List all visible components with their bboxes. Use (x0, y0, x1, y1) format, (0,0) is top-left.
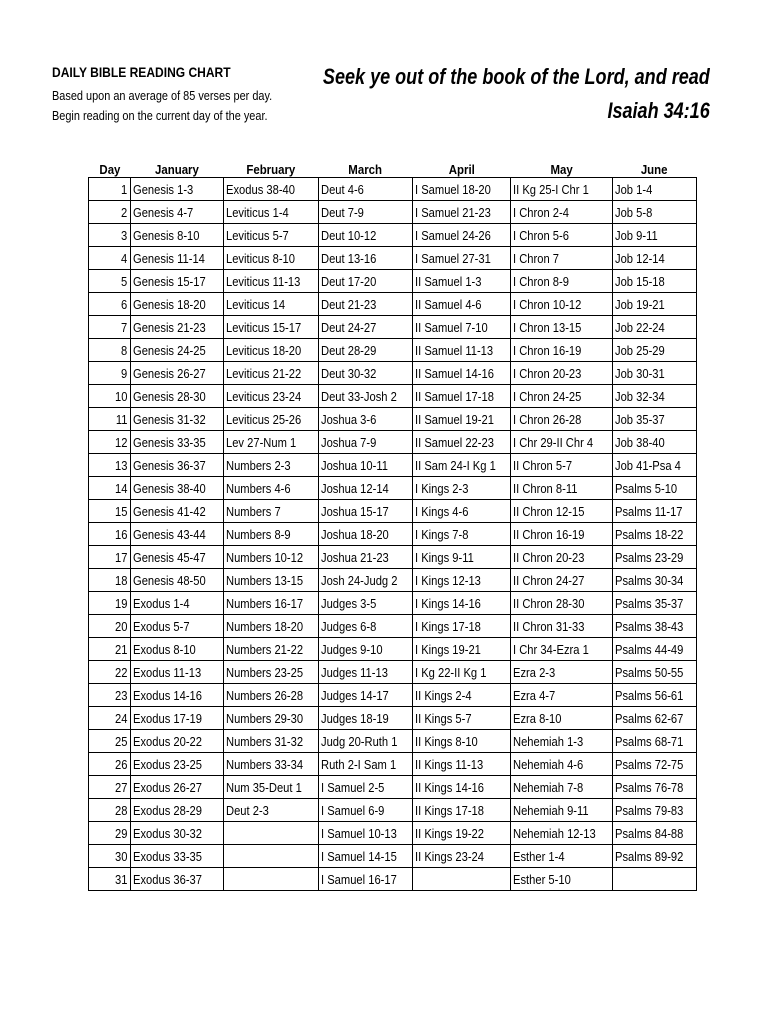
april-reading-cell: I Kings 4-6 (412, 500, 511, 523)
april-reading-cell: I Kings 14-16 (412, 592, 511, 615)
march-reading-cell: Deut 21-23 (318, 293, 412, 316)
day-number-cell: 10 (89, 385, 131, 408)
april-reading-cell: I Kings 19-21 (412, 638, 511, 661)
table-row (89, 661, 697, 684)
may-reading-cell: I Chron 20-23 (511, 362, 612, 385)
table-row (89, 178, 697, 201)
january-reading-cell: Exodus 33-35 (131, 845, 224, 868)
march-reading-cell: I Samuel 2-5 (318, 776, 412, 799)
march-reading-cell: Deut 13-16 (318, 247, 412, 270)
february-reading-cell: Leviticus 14 (224, 293, 319, 316)
january-reading-cell: Exodus 28-29 (131, 799, 224, 822)
february-reading-cell: Leviticus 23-24 (224, 385, 319, 408)
table-row (89, 431, 697, 454)
june-reading-cell: Psalms 62-67 (612, 707, 696, 730)
april-reading-cell: II Kings 11-13 (412, 753, 511, 776)
day-number-cell: 3 (89, 224, 131, 247)
table-row (89, 845, 697, 868)
may-reading-cell: Esther 5-10 (511, 868, 612, 891)
may-reading-cell: Ezra 2-3 (511, 661, 612, 684)
april-reading-cell: II Samuel 22-23 (412, 431, 511, 454)
may-reading-cell: II Kg 25-I Chr 1 (511, 178, 612, 201)
table-row (89, 569, 697, 592)
march-reading-cell: Joshua 3-6 (318, 408, 412, 431)
march-reading-cell: Judges 18-19 (318, 707, 412, 730)
verse-quote: Seek ye out of the book of the Lord, and read (323, 64, 710, 89)
january-reading-cell: Genesis 15-17 (131, 270, 224, 293)
march-reading-cell: Joshua 15-17 (318, 500, 412, 523)
day-number-cell: 25 (89, 730, 131, 753)
january-reading-cell: Genesis 45-47 (131, 546, 224, 569)
header-april: April (448, 162, 475, 177)
april-reading-cell: II Sam 24-I Kg 1 (412, 454, 511, 477)
march-reading-cell: Deut 17-20 (318, 270, 412, 293)
table-row (89, 316, 697, 339)
february-reading-cell: Exodus 38-40 (224, 178, 319, 201)
february-reading-cell: Numbers 10-12 (224, 546, 319, 569)
day-number-cell: 16 (89, 523, 131, 546)
february-reading-cell: Numbers 33-34 (224, 753, 319, 776)
may-reading-cell: I Chron 26-28 (511, 408, 612, 431)
february-reading-cell (224, 868, 319, 891)
may-reading-cell: I Chron 16-19 (511, 339, 612, 362)
january-reading-cell: Genesis 18-20 (131, 293, 224, 316)
june-reading-cell: Job 1-4 (612, 178, 696, 201)
june-reading-cell: Job 19-21 (612, 293, 696, 316)
march-reading-cell: Ruth 2-I Sam 1 (318, 753, 412, 776)
day-number-cell: 4 (89, 247, 131, 270)
table-row (89, 638, 697, 661)
january-reading-cell: Genesis 28-30 (131, 385, 224, 408)
table-row (89, 247, 697, 270)
june-reading-cell: Psalms 72-75 (612, 753, 696, 776)
june-reading-cell: Psalms 30-34 (612, 569, 696, 592)
day-number-cell: 17 (89, 546, 131, 569)
may-reading-cell: Ezra 4-7 (511, 684, 612, 707)
march-reading-cell: Deut 30-32 (318, 362, 412, 385)
january-reading-cell: Exodus 14-16 (131, 684, 224, 707)
day-number-cell: 6 (89, 293, 131, 316)
table-row (89, 500, 697, 523)
table-row (89, 293, 697, 316)
february-reading-cell: Numbers 13-15 (224, 569, 319, 592)
june-reading-cell: Job 12-14 (612, 247, 696, 270)
march-reading-cell: I Samuel 10-13 (318, 822, 412, 845)
table-row (89, 454, 697, 477)
table-row (89, 868, 697, 891)
may-reading-cell: I Chr 34-Ezra 1 (511, 638, 612, 661)
may-reading-cell: II Chron 24-27 (511, 569, 612, 592)
april-reading-cell: I Samuel 24-26 (412, 224, 511, 247)
day-number-cell: 15 (89, 500, 131, 523)
june-reading-cell: Psalms 50-55 (612, 661, 696, 684)
may-reading-cell: I Chr 29-II Chr 4 (511, 431, 612, 454)
february-reading-cell: Numbers 29-30 (224, 707, 319, 730)
table-row (89, 523, 697, 546)
day-number-cell: 5 (89, 270, 131, 293)
june-reading-cell: Psalms 23-29 (612, 546, 696, 569)
may-reading-cell: II Chron 20-23 (511, 546, 612, 569)
april-reading-cell: II Kings 8-10 (412, 730, 511, 753)
day-number-cell: 21 (89, 638, 131, 661)
march-reading-cell: Deut 7-9 (318, 201, 412, 224)
table-row (89, 339, 697, 362)
may-reading-cell: Nehemiah 1-3 (511, 730, 612, 753)
table-row (89, 707, 697, 730)
january-reading-cell: Exodus 30-32 (131, 822, 224, 845)
june-reading-cell: Psalms 18-22 (612, 523, 696, 546)
march-reading-cell: I Samuel 16-17 (318, 868, 412, 891)
day-number-cell: 18 (89, 569, 131, 592)
day-number-cell: 27 (89, 776, 131, 799)
april-reading-cell: I Kings 7-8 (412, 523, 511, 546)
june-reading-cell: Psalms 11-17 (612, 500, 696, 523)
day-number-cell: 1 (89, 178, 131, 201)
march-reading-cell: Joshua 7-9 (318, 431, 412, 454)
april-reading-cell: I Kings 17-18 (412, 615, 511, 638)
april-reading-cell: I Samuel 18-20 (412, 178, 511, 201)
day-number-cell: 7 (89, 316, 131, 339)
january-reading-cell: Genesis 33-35 (131, 431, 224, 454)
march-reading-cell: Judges 3-5 (318, 592, 412, 615)
may-reading-cell: Nehemiah 12-13 (511, 822, 612, 845)
may-reading-cell: II Chron 31-33 (511, 615, 612, 638)
june-reading-cell: Psalms 5-10 (612, 477, 696, 500)
march-reading-cell: Deut 4-6 (318, 178, 412, 201)
january-reading-cell: Genesis 26-27 (131, 362, 224, 385)
february-reading-cell (224, 845, 319, 868)
june-reading-cell: Job 22-24 (612, 316, 696, 339)
header-day: Day (98, 162, 120, 177)
june-reading-cell: Psalms 56-61 (612, 684, 696, 707)
may-reading-cell: I Chron 24-25 (511, 385, 612, 408)
day-number-cell: 13 (89, 454, 131, 477)
april-reading-cell: II Kings 19-22 (412, 822, 511, 845)
february-reading-cell: Leviticus 5-7 (224, 224, 319, 247)
header-may: May (550, 162, 573, 177)
day-number-cell: 28 (89, 799, 131, 822)
february-reading-cell: Numbers 4-6 (224, 477, 319, 500)
day-number-cell: 8 (89, 339, 131, 362)
table-row (89, 684, 697, 707)
reading-chart-table (88, 154, 697, 891)
april-reading-cell: II Kings 2-4 (412, 684, 511, 707)
april-reading-cell: II Samuel 4-6 (412, 293, 511, 316)
january-reading-cell: Genesis 43-44 (131, 523, 224, 546)
may-reading-cell: II Chron 28-30 (511, 592, 612, 615)
april-reading-cell: II Kings 17-18 (412, 799, 511, 822)
march-reading-cell: Judges 6-8 (318, 615, 412, 638)
june-reading-cell: Psalms 89-92 (612, 845, 696, 868)
january-reading-cell: Genesis 41-42 (131, 500, 224, 523)
header-row (89, 154, 697, 178)
day-number-cell: 12 (89, 431, 131, 454)
march-reading-cell: Joshua 18-20 (318, 523, 412, 546)
january-reading-cell: Exodus 11-13 (131, 661, 224, 684)
table-row (89, 270, 697, 293)
february-reading-cell: Leviticus 11-13 (224, 270, 319, 293)
table-row (89, 546, 697, 569)
march-reading-cell: Judges 11-13 (318, 661, 412, 684)
february-reading-cell: Numbers 26-28 (224, 684, 319, 707)
january-reading-cell: Genesis 11-14 (131, 247, 224, 270)
january-reading-cell: Genesis 1-3 (131, 178, 224, 201)
table-row (89, 592, 697, 615)
february-reading-cell: Num 35-Deut 1 (224, 776, 319, 799)
june-reading-cell: Job 25-29 (612, 339, 696, 362)
header-march: March (348, 162, 382, 177)
may-reading-cell: Esther 1-4 (511, 845, 612, 868)
january-reading-cell: Exodus 1-4 (131, 592, 224, 615)
day-number-cell: 20 (89, 615, 131, 638)
february-reading-cell: Lev 27-Num 1 (224, 431, 319, 454)
february-reading-cell: Numbers 16-17 (224, 592, 319, 615)
february-reading-cell: Leviticus 15-17 (224, 316, 319, 339)
day-number-cell: 24 (89, 707, 131, 730)
day-number-cell: 31 (89, 868, 131, 891)
march-reading-cell: Deut 28-29 (318, 339, 412, 362)
day-number-cell: 22 (89, 661, 131, 684)
june-reading-cell: Job 9-11 (612, 224, 696, 247)
subtitle-line-2: Begin reading on the current day of the year. (52, 108, 268, 123)
february-reading-cell: Deut 2-3 (224, 799, 319, 822)
subtitle-line-1: Based upon an average of 85 verses per day. (52, 88, 273, 103)
header-february: February (246, 162, 296, 177)
may-reading-cell: Nehemiah 7-8 (511, 776, 612, 799)
february-reading-cell (224, 822, 319, 845)
day-number-cell: 2 (89, 201, 131, 224)
january-reading-cell: Genesis 8-10 (131, 224, 224, 247)
table-row (89, 799, 697, 822)
april-reading-cell: II Kings 5-7 (412, 707, 511, 730)
june-reading-cell (612, 868, 696, 891)
may-reading-cell: I Chron 5-6 (511, 224, 612, 247)
june-reading-cell: Job 38-40 (612, 431, 696, 454)
february-reading-cell: Numbers 23-25 (224, 661, 319, 684)
march-reading-cell: Judges 14-17 (318, 684, 412, 707)
may-reading-cell: Ezra 8-10 (511, 707, 612, 730)
june-reading-cell: Psalms 79-83 (612, 799, 696, 822)
april-reading-cell: I Samuel 27-31 (412, 247, 511, 270)
january-reading-cell: Genesis 48-50 (131, 569, 224, 592)
day-number-cell: 14 (89, 477, 131, 500)
march-reading-cell: I Samuel 6-9 (318, 799, 412, 822)
february-reading-cell: Leviticus 21-22 (224, 362, 319, 385)
table-row (89, 776, 697, 799)
february-reading-cell: Numbers 31-32 (224, 730, 319, 753)
april-reading-cell: II Samuel 7-10 (412, 316, 511, 339)
june-reading-cell: Psalms 38-43 (612, 615, 696, 638)
april-reading-cell: I Kings 9-11 (412, 546, 511, 569)
june-reading-cell: Job 30-31 (612, 362, 696, 385)
march-reading-cell: Judges 9-10 (318, 638, 412, 661)
may-reading-cell: I Chron 13-15 (511, 316, 612, 339)
table-row (89, 753, 697, 776)
march-reading-cell: Deut 24-27 (318, 316, 412, 339)
january-reading-cell: Genesis 24-25 (131, 339, 224, 362)
june-reading-cell: Job 5-8 (612, 201, 696, 224)
table-row (89, 477, 697, 500)
january-reading-cell: Genesis 38-40 (131, 477, 224, 500)
june-reading-cell: Psalms 35-37 (612, 592, 696, 615)
table-row (89, 822, 697, 845)
chart-title: DAILY BIBLE READING CHART (52, 64, 231, 80)
table-row (89, 385, 697, 408)
table-row (89, 408, 697, 431)
day-number-cell: 29 (89, 822, 131, 845)
may-reading-cell: I Chron 2-4 (511, 201, 612, 224)
april-reading-cell: II Kings 14-16 (412, 776, 511, 799)
june-reading-cell: Job 15-18 (612, 270, 696, 293)
march-reading-cell: Joshua 12-14 (318, 477, 412, 500)
january-reading-cell: Genesis 21-23 (131, 316, 224, 339)
march-reading-cell: Josh 24-Judg 2 (318, 569, 412, 592)
april-reading-cell (412, 868, 511, 891)
february-reading-cell: Numbers 8-9 (224, 523, 319, 546)
table-row (89, 730, 697, 753)
january-reading-cell: Exodus 17-19 (131, 707, 224, 730)
header-june: June (640, 162, 668, 177)
february-reading-cell: Numbers 7 (224, 500, 319, 523)
table-row (89, 201, 697, 224)
june-reading-cell: Psalms 68-71 (612, 730, 696, 753)
january-reading-cell: Exodus 26-27 (131, 776, 224, 799)
april-reading-cell: I Samuel 21-23 (412, 201, 511, 224)
june-reading-cell: Job 41-Psa 4 (612, 454, 696, 477)
january-reading-cell: Genesis 4-7 (131, 201, 224, 224)
april-reading-cell: I Kg 22-II Kg 1 (412, 661, 511, 684)
february-reading-cell: Leviticus 8-10 (224, 247, 319, 270)
day-number-cell: 26 (89, 753, 131, 776)
may-reading-cell: Nehemiah 4-6 (511, 753, 612, 776)
february-reading-cell: Leviticus 1-4 (224, 201, 319, 224)
march-reading-cell: Judg 20-Ruth 1 (318, 730, 412, 753)
may-reading-cell: II Chron 5-7 (511, 454, 612, 477)
may-reading-cell: I Chron 8-9 (511, 270, 612, 293)
may-reading-cell: Nehemiah 9-11 (511, 799, 612, 822)
january-reading-cell: Exodus 20-22 (131, 730, 224, 753)
january-reading-cell: Exodus 23-25 (131, 753, 224, 776)
february-reading-cell: Numbers 18-20 (224, 615, 319, 638)
table-row (89, 362, 697, 385)
june-reading-cell: Job 35-37 (612, 408, 696, 431)
april-reading-cell: I Kings 2-3 (412, 477, 511, 500)
day-number-cell: 9 (89, 362, 131, 385)
february-reading-cell: Leviticus 25-26 (224, 408, 319, 431)
january-reading-cell: Exodus 5-7 (131, 615, 224, 638)
table-row (89, 224, 697, 247)
may-reading-cell: I Chron 10-12 (511, 293, 612, 316)
march-reading-cell: Joshua 21-23 (318, 546, 412, 569)
march-reading-cell: Joshua 10-11 (318, 454, 412, 477)
april-reading-cell: II Samuel 11-13 (412, 339, 511, 362)
january-reading-cell: Genesis 36-37 (131, 454, 224, 477)
day-number-cell: 30 (89, 845, 131, 868)
april-reading-cell: II Samuel 19-21 (412, 408, 511, 431)
january-reading-cell: Exodus 36-37 (131, 868, 224, 891)
may-reading-cell: II Chron 12-15 (511, 500, 612, 523)
april-reading-cell: II Samuel 17-18 (412, 385, 511, 408)
may-reading-cell: II Chron 16-19 (511, 523, 612, 546)
june-reading-cell: Psalms 84-88 (612, 822, 696, 845)
february-reading-cell: Leviticus 18-20 (224, 339, 319, 362)
march-reading-cell: Deut 33-Josh 2 (318, 385, 412, 408)
may-reading-cell: I Chron 7 (511, 247, 612, 270)
june-reading-cell: Psalms 76-78 (612, 776, 696, 799)
january-reading-cell: Genesis 31-32 (131, 408, 224, 431)
march-reading-cell: I Samuel 14-15 (318, 845, 412, 868)
february-reading-cell: Numbers 2-3 (224, 454, 319, 477)
march-reading-cell: Deut 10-12 (318, 224, 412, 247)
may-reading-cell: II Chron 8-11 (511, 477, 612, 500)
february-reading-cell: Numbers 21-22 (224, 638, 319, 661)
day-number-cell: 23 (89, 684, 131, 707)
june-reading-cell: Job 32-34 (612, 385, 696, 408)
april-reading-cell: II Samuel 14-16 (412, 362, 511, 385)
header-january: January (155, 162, 199, 177)
january-reading-cell: Exodus 8-10 (131, 638, 224, 661)
verse-reference: Isaiah 34:16 (607, 98, 710, 123)
april-reading-cell: I Kings 12-13 (412, 569, 511, 592)
june-reading-cell: Psalms 44-49 (612, 638, 696, 661)
day-number-cell: 19 (89, 592, 131, 615)
table-row (89, 615, 697, 638)
april-reading-cell: II Kings 23-24 (412, 845, 511, 868)
april-reading-cell: II Samuel 1-3 (412, 270, 511, 293)
day-number-cell: 11 (89, 408, 131, 431)
